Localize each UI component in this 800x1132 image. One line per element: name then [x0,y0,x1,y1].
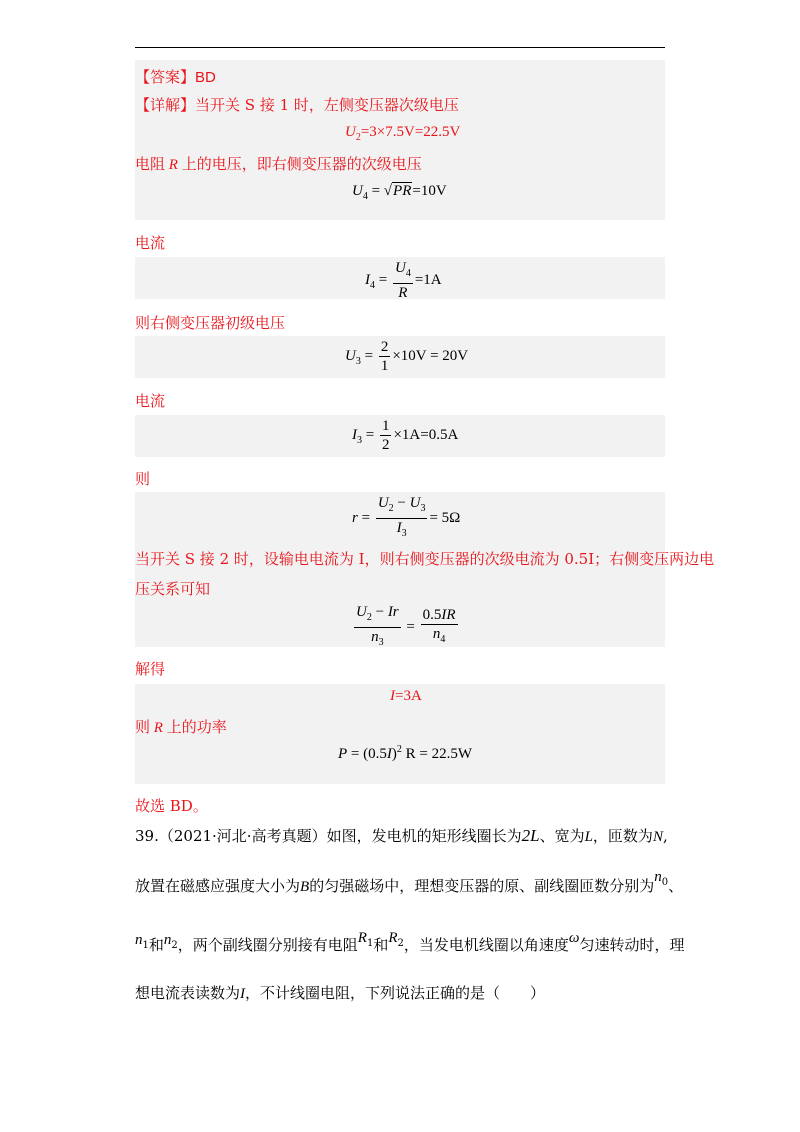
eq-i-result-rhs: =3A [395,688,422,704]
primary-voltage-line: 则右侧变压器初级电压 [135,314,286,332]
r-voltage-line: 电阻 R 上的电压，即右侧变压器的次级电压 [135,155,422,173]
question-text-3c: 和 [373,936,389,954]
eq-i4-rhs: =1A [414,271,442,288]
answer-value: BD [195,69,216,86]
current-label-1: 电流 [135,234,166,252]
question-text-3e: 匀速转动时，理 [579,936,685,954]
eq-ratio: $\frac{U_2 - Ir}{n_3}$ = $\frac{0.5IR}{n_4}$ [356,604,456,648]
question-text-1c: ，匝数为 [592,827,653,845]
detail-label: 【详解】 [135,96,196,114]
question-text-1b: 、宽为 [539,827,585,845]
eq-i4: $I_4$ = $\frac{U_4}{R}$ =1A [365,260,442,301]
question-source: （2021·河北·高考真题） [158,827,327,845]
eq-u3-rhs: ×10V = 20V [392,347,469,364]
switch2-line-1: 当开关 S 接 2 时，设输电电流为 I，则右侧变压器的次级电流为 0.5I；右侧变压两边电 [135,550,715,568]
eq-u2-rhs: =3×7.5V=22.5V [360,124,461,140]
power-prefix: 则 [135,718,151,736]
header-rule [135,47,665,48]
question-line-3: $n_1$和$n_2$，两个副线圈分别接有电阻$R_1$和$R_2$，当发电机线圈以角速度ω匀速转动时，理 [135,930,685,954]
eq-i3: $I_3$ = $\frac{1}{2}$ ×1A=0.5A [352,418,459,453]
eq-u2: $U_2=3\times 7.5V=22.5V$ [345,124,461,143]
eq-i3-rhs: ×1A=0.5A [393,426,459,443]
question-text-2b: 的匀强磁场中，理想变压器的原、副线圈匝数分别为 [309,877,655,895]
eq-u4-rhs: =10V [412,183,447,199]
eq-r: r = $\frac{U_2 - U_3}{I_3}$ = 5Ω [352,495,461,539]
eq-i-result: I=3A [390,688,422,704]
r-voltage-text: 上的电压，即右侧变压器的次级电压 [181,155,422,173]
eq-r-rhs: = 5Ω [429,509,461,526]
question-text-1: 如图，发电机的矩形线圈长为 [326,827,522,845]
question-text-2: 放置在磁感应强度大小为 [135,877,301,895]
eq-u4: $U_4 = √PR=10V$ [352,183,447,202]
question-line-4: 想电流表读数为I，不计线圈电阻，下列说法正确的是（ ） [135,984,546,1002]
question-line-1: 39.（2021·河北·高考真题）如图，发电机的矩形线圈长为2L、宽为L，匝数为N, [135,826,668,845]
current-label-2: 电流 [135,392,166,410]
question-text-3b: ，两个副线圈分别接有电阻 [177,936,358,954]
power-suffix: 上的功率 [166,718,227,736]
question-text-4b: ，不计线圈电阻，下列说法正确的是（ ） [245,984,546,1002]
answer-line [135,66,216,87]
eq-p-rhs: R = 22.5W [405,746,473,762]
question-line-2: 放置在磁感应强度大小为B的匀强磁场中，理想变压器的原、副线圈匝数分别为$n_0$、 [135,869,684,895]
question-text-4: 想电流表读数为 [135,984,241,1002]
then-label: 则 [135,470,151,488]
solve-label: 解得 [135,660,166,678]
answer-label: 【答案】 [135,68,196,86]
power-line: 则 R 上的功率 [135,718,227,736]
r-voltage-prefix: 电阻 [135,155,166,173]
detail-line [135,94,459,115]
question-text-3a: 和 [148,936,164,954]
switch2-line-2: 压关系可知 [135,580,211,598]
detail-text: 当开关 S 接 1 时，左侧变压器次级电压 [195,96,459,114]
eq-u3: $U_3$ = $\frac{2}{1}$ ×10V = 20V [345,339,469,374]
question-text-3d: ，当发电机线圈以角速度 [403,936,569,954]
conclusion: 故选 BD。 [135,797,208,815]
question-number: 39. [135,827,159,845]
eq-p: $P = (0.5I)^2$ R = 22.5W [338,744,473,762]
